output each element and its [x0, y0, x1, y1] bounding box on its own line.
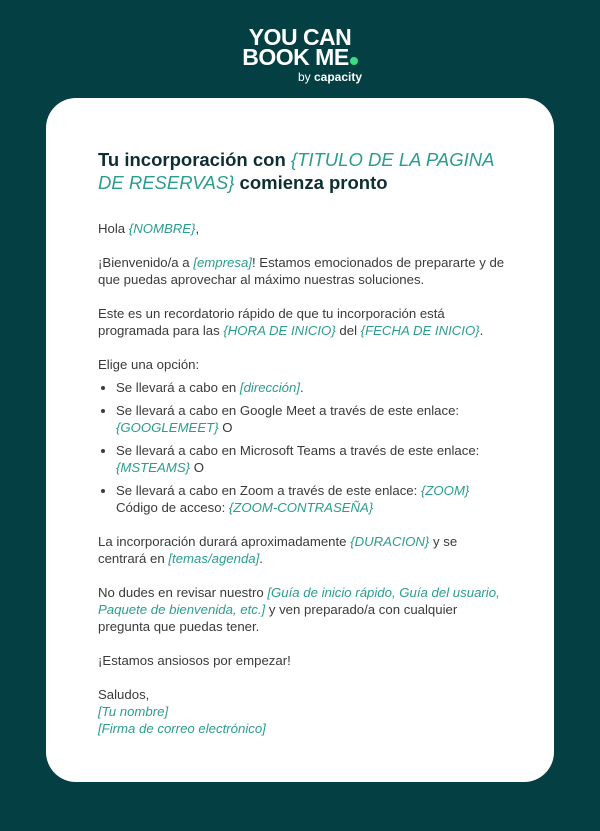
duration-pre: La incorporación durará aproximadamente [98, 534, 351, 549]
list-item [116, 402, 508, 436]
zoom-placeholder: {ZOOM} [420, 483, 470, 498]
start-time-placeholder: {HORA DE INICIO} [223, 323, 336, 338]
title-text-pre: Tu incorporación con [98, 149, 291, 170]
reminder-paragraph [98, 305, 508, 339]
logo-brand-text: capacity [314, 70, 363, 84]
start-date-placeholder: {FECHA DE INICIO} [360, 323, 480, 338]
logo-dot-icon [350, 57, 358, 65]
greeting-end: , [195, 221, 200, 236]
email-body [98, 148, 508, 754]
email-card [46, 98, 554, 782]
greeting-text: Hola [98, 221, 129, 236]
list-item [116, 379, 508, 396]
opt4-pre: Se llevará a cabo en Zoom a través de este enlace: [116, 483, 421, 498]
name-placeholder: {NOMBRE} [128, 221, 196, 236]
address-placeholder: [dirección] [239, 380, 301, 395]
signature [98, 686, 508, 737]
logo-by-text: by [297, 70, 311, 84]
zoom-password-placeholder: {ZOOM-CONTRASEÑA} [228, 500, 374, 515]
email-signature-placeholder: [Firma de correo electrónico] [98, 721, 266, 736]
closing-line: ¡Estamos ansiosos por empezar! [98, 653, 291, 668]
regards-text: Saludos, [98, 687, 150, 702]
duration-end: . [259, 551, 263, 566]
sender-name-placeholder: [Tu nombre] [98, 704, 169, 719]
resources-placeholder: [Guía de inicio rápido, Guía del usuario, Paquete de bienvenida, etc.] [98, 585, 500, 617]
welcome-pre: ¡Bienvenido/a a [98, 255, 194, 270]
googlemeet-placeholder: {GOOGLEMEET} [116, 420, 219, 435]
reminder-pre: Este es un recordatorio rápido de que tu incorporación está programada para las [98, 306, 445, 338]
duration-mid: y se centrará en [98, 534, 458, 566]
brand-logo [0, 24, 600, 84]
duration-paragraph [98, 533, 508, 567]
msteams-placeholder: {MSTEAMS} [116, 460, 191, 475]
company-placeholder: [empresa] [193, 255, 252, 270]
review-pre: No dudes en revisar nuestro [98, 585, 268, 600]
list-item [116, 442, 508, 476]
logo-byline [298, 70, 362, 84]
options-list [98, 379, 508, 516]
opt4-mid: Código de acceso: [116, 500, 229, 515]
options-intro: Elige una opción: [98, 357, 200, 372]
title-placeholder: {TITULO DE LA PAGINA DE RESERVAS} [98, 149, 494, 193]
title-text-post: comienza pronto [234, 172, 388, 193]
email-title [98, 148, 508, 194]
greeting [98, 220, 508, 237]
opt1-pre: Se llevará a cabo en [116, 380, 240, 395]
topics-placeholder: [temas/agenda] [168, 551, 260, 566]
review-paragraph [98, 584, 508, 635]
opt2-end: O [218, 420, 233, 435]
opt3-pre: Se llevará a cabo en Microsoft Teams a través de este enlace: [116, 443, 480, 458]
opt1-end: . [300, 380, 304, 395]
opt3-end: O [190, 460, 204, 475]
welcome-paragraph [98, 254, 508, 288]
reminder-mid: del [335, 323, 361, 338]
welcome-post: ! Estamos emocionados de prepararte y de que puedas aprovechar al máximo nuestras soluciones. [98, 255, 505, 287]
opt2-pre: Se llevará a cabo en Google Meet a través de este enlace: [116, 403, 460, 418]
review-post: y ven preparado/a con cualquier pregunta que puedas tener. [98, 602, 458, 634]
list-item [116, 482, 508, 516]
logo-line-2-text: BOOK ME [242, 44, 349, 70]
logo-line-2 [242, 44, 357, 70]
reminder-end: . [479, 323, 484, 338]
duration-placeholder: {DURACION} [350, 534, 430, 549]
logo-line-1: YOU CAN [248, 24, 352, 50]
